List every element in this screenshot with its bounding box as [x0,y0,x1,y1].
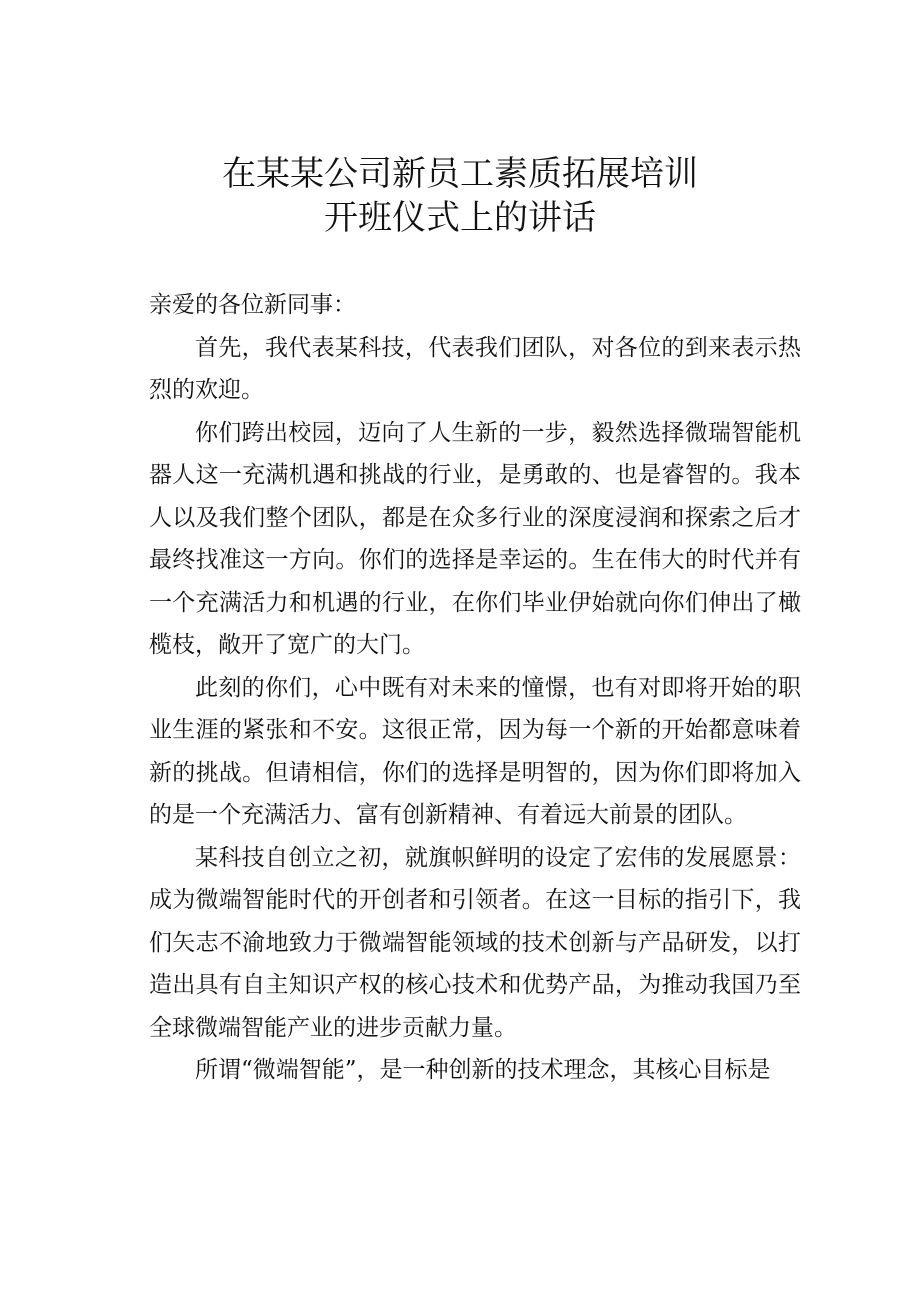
paragraph-2: 你们跨出校园，迈向了人生新的一步，毅然选择微瑞智能机器人这一充满机遇和挑战的行业，是勇敢的、也是睿智的。我本人以及我们整个团队，都是在众多行业的深度浸润和探索之后才最终找准这一方向。你们的选择是幸运的。生在伟大的时代并有一个充满活力和机遇的行业，在你们毕业伊始就向你们伸出了橄榄枝，敞开了宽广的大门。 [149,419,801,658]
paragraph-1: 首先，我代表某科技，代表我们团队，对各位的到来表示热烈的欢迎。 [149,334,801,403]
paragraph-5: 所谓“微端智能”，是一种创新的技术理念，其核心目标是 [195,1057,771,1083]
paragraph-4: 某科技自创立之初，就旗帜鲜明的设定了宏伟的发展愿景：成为微端智能时代的开创者和引领者。在这一目标的指引下，我们矢志不渝地致力于微端智能领域的技术创新与产品研发，以打造出具有自主知识产权的核心技术和优势产品，为推动我国乃至全球微端智能产业的进步贡献力量。 [149,844,801,1041]
salutation: 亲爱的各位新同事： [149,292,356,318]
document-body [149,284,801,1092]
document-title-line-2: 开班仪式上的讲话 [324,198,596,238]
paragraph-3: 此刻的你们，心中既有对未来的憧憬，也有对即将开始的职业生涯的紧张和不安。这很正常，因为每一个新的开始都意味着新的挑战。但请相信，你们的选择是明智的，因为你们即将加入的是一个充满活力、富有创新精神、有着远大前景的团队。 [149,674,801,828]
document-title-line-1: 在某某公司新员工素质拓展培训 [222,154,698,194]
